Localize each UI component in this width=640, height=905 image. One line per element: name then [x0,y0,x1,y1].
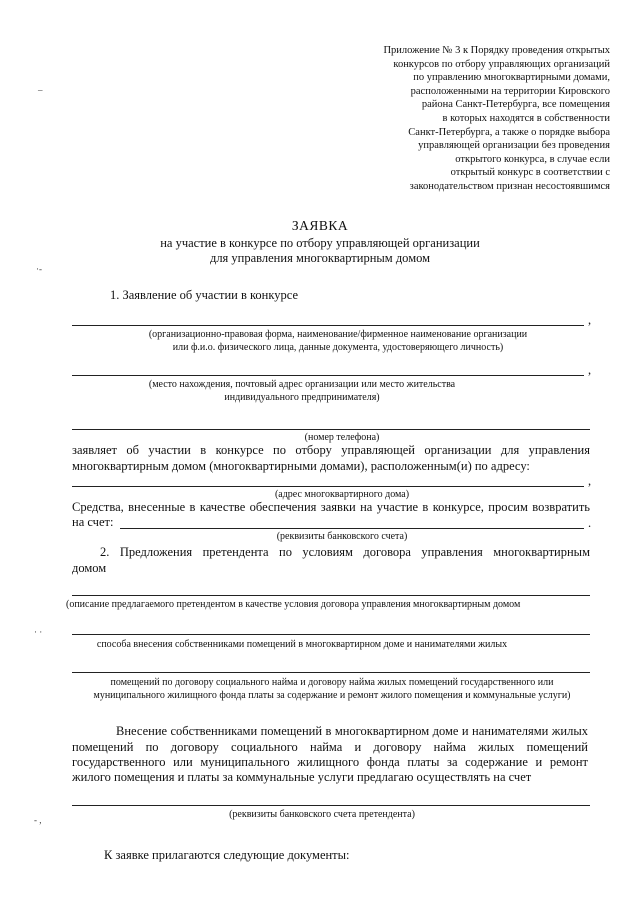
comma: , [588,363,592,377]
phone-field[interactable] [72,429,590,430]
section1-heading: 1. Заявление об участии в конкурсе [110,288,299,302]
phone-caption: (номер телефона) [304,432,380,443]
funds-line-2: на счет: [72,515,114,529]
proposal-caption-1: (описание предлагаемого претендентом в качестве условия договора управления многоквартирным домом [66,599,521,610]
scan-mark: · · [34,627,43,637]
appendix-line: Приложение № 3 к Порядку проведения открытых [383,45,610,56]
applicant-bank-caption: (реквизиты банковского счета претендента) [229,809,415,820]
org-address-caption [72,378,532,404]
funds-line-1: Средства, внесенные в качестве обеспечения заявки на участие в конкурсе, просим возвратить [72,500,590,514]
appendix-line: управляющей организации без проведения [418,140,610,152]
proposal-field-2[interactable] [72,634,590,635]
caption-line: индивидуального предпринимателя) [224,392,380,403]
scan-mark: – [38,85,43,95]
proposal-caption-2: способа внесения собственниками помещений в многоквартирном доме и нанимателями жилых [96,639,508,650]
scan-mark: - , [34,815,42,825]
appendix-line: законодательством признан несостоявшимся [409,180,610,192]
house-address-caption: (адрес многоквартирного дома) [274,489,410,500]
appendix-line: в которых находятся в собственности [442,112,610,124]
proposal-field-3[interactable] [72,672,590,673]
proposal-field-1[interactable] [72,595,590,596]
document-subtitle [0,236,640,266]
appendix-line: открытый конкурс в соответствии с [450,167,610,179]
subtitle-line: для управления многоквартирным домом [209,251,431,265]
section2-heading-cont: домом [72,561,107,575]
declaration-line-2: многоквартирным домом (многоквартирными домами), расположенным(и) по адресу: [72,459,530,473]
appendix-line: конкурсов по отбору управляющих организаций [393,58,610,70]
appendix-line: по управлению многоквартирными домами, [413,72,610,84]
org-address-field[interactable] [72,375,584,376]
proposal-caption-3 [62,676,602,702]
payment-line-2: помещений по договору социального найма и договору найма жилых помещений [72,740,588,754]
comma: , [588,313,592,327]
period: . [588,516,592,530]
attachments-heading: К заявке прилагаются следующие документы: [104,848,350,862]
section2-heading: 2. Предложения претендента по условиям договора управления многоквартирным [100,545,590,559]
appendix-line: расположенными на территории Кировского [410,85,610,97]
payment-line-4: жилого помещения и платы за коммунальные услуги предлагаю осуществлять на счет [72,770,532,784]
declaration-line-1: заявляет об участии в конкурсе по отбору управляющей организации для управления [72,443,590,457]
caption-line: муниципального жилищного фонда платы за содержание и ремонт жилого помещения и коммунальные услуги) [93,690,571,701]
document-title: ЗАЯВКА [291,218,349,233]
house-address-field[interactable] [72,486,584,487]
caption-line: (организационно-правовая форма, наименование/фирменное наименование организации [148,329,528,340]
applicant-bank-field[interactable] [72,805,590,806]
caption-line: (место нахождения, почтовый адрес организации или место жительства [148,379,456,390]
payment-line-3: государственного или муниципального жилищного фонда платы за содержание и ремонт [72,755,588,769]
caption-line: помещений по договору социального найма и договору найма жилых помещений государственного или [110,677,554,688]
bank-account-caption: (реквизиты банковского счета) [276,531,408,542]
appendix-line: района Санкт-Петербурга, все помещения [421,99,610,111]
org-name-field[interactable] [72,325,584,326]
appendix-line: Санкт-Петербурга, а также о порядке выбора [408,126,610,138]
org-name-caption [72,328,604,354]
caption-line: или ф.и.о. физического лица, данные документа, удостоверяющего личность) [172,342,504,353]
scan-mark: ·- [36,264,42,274]
bank-account-field[interactable] [120,528,584,529]
appendix-line: открытого конкурса, в случае если [455,153,610,165]
appendix-note [290,44,610,194]
payment-line-1: Внесение собственниками помещений в многоквартирном доме и нанимателями жилых [116,724,588,738]
subtitle-line: на участие в конкурсе по отбору управляющей организации [160,236,480,250]
comma: , [588,474,592,488]
